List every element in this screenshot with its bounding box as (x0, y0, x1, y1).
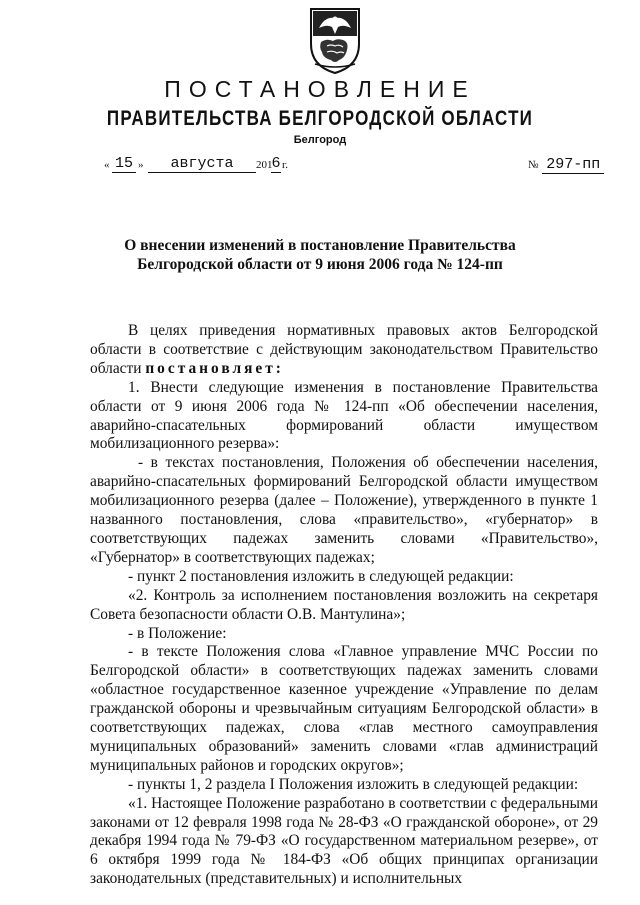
title-line-1: О внесении изменений в постановление Правительства (124, 237, 516, 254)
authority-heading: ПРАВИТЕЛЬСТВА БЕЛГОРОДСКОЙ ОБЛАСТИ (106, 106, 534, 130)
paragraph-point-2: - пункт 2 постановления изложить в следующей редакции: (128, 567, 514, 585)
paragraph-regulation-text: - в тексте Положения слова «Главное управление МЧС России по Белгородской области» в соответствующих падежах заменить словами «областное государственное казенное учреждение «Управление по делам гражданской обороны и чрезвычайным ситуациям Белгородской области» в соответствующих падежах, слова «глав местного самоуправления муниципальных образований» заменить словами «глав администраций муниципальных районов и городских округов»; (90, 643, 598, 774)
preamble-text: В целях приведения нормативных правовых актов Белгородской области в соответствие с действующим законодательством Правительство области (90, 322, 598, 377)
decree-word: постановляет: (145, 359, 284, 377)
date-close-quote: » (138, 159, 144, 171)
paragraph-item-1: 1. Внести следующие изменения в постановление Правительства области от 9 июня 2006 года № 124-пп «Об обеспечении населения, аварийно-спасательных формирований области имуществом мобилизационного резерва»: (90, 378, 598, 453)
number-value: 297-пп (542, 157, 604, 174)
paragraph-regulation: - в Положение: (128, 624, 227, 642)
number-sign: № (528, 159, 539, 171)
date-day: 15 (112, 156, 136, 173)
date-year-prefix: 201 (256, 159, 273, 171)
date-open-quote: « (104, 159, 110, 171)
title-line-2: Белгородской области от 9 июня 2006 года № 124-пп (137, 256, 503, 273)
date-year-last-digit: 6 (271, 155, 281, 172)
city-label: Белгород (293, 134, 347, 146)
paragraph-section-1-quote: «1. Настоящее Положение разработано в соответствии с федеральными законами от 12 февраля 1998 года № 28-ФЗ «О гражданской обороне», от 29 декабря 1994 года № 79-ФЗ «О государственном материальном резерве», от 6 октября 1999 года № 184-ФЗ «Об общих принципах организации законодательных (представительных) и исполнительных (90, 794, 598, 888)
paragraph-texts-change: - в текстах постановления, Положения об обеспечении населения, аварийно-спасательных формирований Белгородской области имуществом мобилизационного резерва (далее – Положение), утвержденного в пункте 1 названного постановления, слова «правительство», «губернатор» в соответствующих падежах заменить словами «Правительство», «Губернатор» в соответствующих падежах; (90, 454, 598, 566)
coat-of-arms-icon (305, 6, 365, 76)
paragraph-preamble (90, 322, 598, 379)
document-body (90, 322, 598, 889)
document-number (528, 156, 604, 174)
paragraph-section-1: - пункты 1, 2 раздела I Положения изложить в следующей редакции: (128, 775, 579, 793)
paragraph-control-quote: «2. Контроль за исполнением постановления возложить на секретаря Совета безопасности области О.В. Мантулина»; (90, 586, 598, 623)
document-type-heading: ПОСТАНОВЛЕНИЕ (164, 76, 476, 102)
date-year-suffix: г. (282, 159, 289, 171)
date-month: августа (148, 156, 256, 173)
document-title (0, 236, 640, 274)
